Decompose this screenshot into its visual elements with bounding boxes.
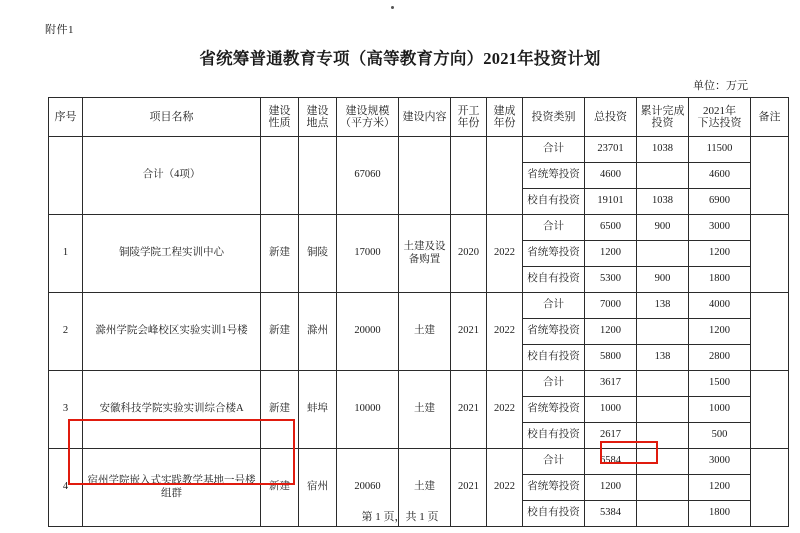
cell-category: 省统筹投资 bbox=[523, 475, 585, 501]
cell-remark bbox=[751, 293, 789, 371]
cell-total-investment: 5300 bbox=[585, 267, 637, 293]
table-row bbox=[49, 215, 789, 241]
cell-category: 校自有投资 bbox=[523, 501, 585, 527]
cell-location: 蚌埠 bbox=[299, 371, 337, 449]
cell-total-investment: 3617 bbox=[585, 371, 637, 397]
cell-total-investment: 1000 bbox=[585, 397, 637, 423]
cell-project-name: 合计（4项） bbox=[83, 137, 261, 215]
cell-2021-investment: 3000 bbox=[689, 449, 751, 475]
cell-scale: 17000 bbox=[337, 215, 399, 293]
cell-start-year bbox=[451, 137, 487, 215]
cell-project-name: 宿州学院嵌入式实践教学基地一号楼组群 bbox=[83, 449, 261, 527]
column-header-finish-year: 建成 年份 bbox=[487, 98, 523, 137]
column-header-location: 建设 地点 bbox=[299, 98, 337, 137]
cell-total-investment: 2617 bbox=[585, 423, 637, 449]
cell-2021-investment: 2800 bbox=[689, 345, 751, 371]
table-row bbox=[49, 371, 789, 397]
cell-category: 校自有投资 bbox=[523, 345, 585, 371]
cell-nature: 新建 bbox=[261, 449, 299, 527]
cell-2021-investment: 1500 bbox=[689, 371, 751, 397]
cell-accumulated-investment bbox=[637, 449, 689, 475]
cell-2021-investment: 1800 bbox=[689, 501, 751, 527]
cell-2021-investment: 1000 bbox=[689, 397, 751, 423]
cell-remark bbox=[751, 371, 789, 449]
cell-seq: 3 bbox=[49, 371, 83, 449]
cell-2021-investment: 4600 bbox=[689, 163, 751, 189]
cell-category: 校自有投资 bbox=[523, 267, 585, 293]
unit-note: 单位：万元 bbox=[693, 80, 748, 92]
cell-accumulated-investment: 1038 bbox=[637, 137, 689, 163]
cell-scale: 20000 bbox=[337, 293, 399, 371]
cell-accumulated-investment bbox=[637, 163, 689, 189]
cell-total-investment: 1200 bbox=[585, 475, 637, 501]
cell-content: 土建 bbox=[399, 293, 451, 371]
cell-start-year: 2020 bbox=[451, 215, 487, 293]
cell-accumulated-investment bbox=[637, 397, 689, 423]
cell-content: 土建 bbox=[399, 371, 451, 449]
scan-artifact-dot bbox=[391, 6, 394, 9]
cell-start-year: 2021 bbox=[451, 371, 487, 449]
table-row bbox=[49, 137, 789, 163]
cell-category: 省统筹投资 bbox=[523, 163, 585, 189]
cell-category: 省统筹投资 bbox=[523, 397, 585, 423]
cell-start-year: 2021 bbox=[451, 449, 487, 527]
cell-2021-investment: 3000 bbox=[689, 215, 751, 241]
cell-content bbox=[399, 137, 451, 215]
cell-seq: 1 bbox=[49, 215, 83, 293]
cell-2021-investment: 11500 bbox=[689, 137, 751, 163]
column-header-total-investment: 总投资 bbox=[585, 98, 637, 137]
cell-nature: 新建 bbox=[261, 215, 299, 293]
cell-category: 合计 bbox=[523, 371, 585, 397]
cell-accumulated-investment bbox=[637, 319, 689, 345]
cell-total-investment: 1200 bbox=[585, 241, 637, 267]
cell-category: 合计 bbox=[523, 215, 585, 241]
column-header-scale: 建设规模 （平方米） bbox=[337, 98, 399, 137]
page-footer: 第 1 页，共 1 页 bbox=[361, 511, 439, 523]
cell-accumulated-investment bbox=[637, 241, 689, 267]
cell-total-investment: 4600 bbox=[585, 163, 637, 189]
cell-2021-investment: 1800 bbox=[689, 267, 751, 293]
cell-2021-investment: 1200 bbox=[689, 319, 751, 345]
cell-2021-investment: 4000 bbox=[689, 293, 751, 319]
cell-finish-year: 2022 bbox=[487, 371, 523, 449]
cell-nature bbox=[261, 137, 299, 215]
cell-2021-investment: 1200 bbox=[689, 475, 751, 501]
cell-content: 土建 bbox=[399, 449, 451, 527]
cell-category: 校自有投资 bbox=[523, 189, 585, 215]
column-header-remark: 备注 bbox=[751, 98, 789, 137]
column-header-nature: 建设 性质 bbox=[261, 98, 299, 137]
cell-remark bbox=[751, 215, 789, 293]
cell-location: 宿州 bbox=[299, 449, 337, 527]
table-header-row bbox=[49, 98, 789, 137]
cell-2021-investment: 500 bbox=[689, 423, 751, 449]
cell-total-investment: 1200 bbox=[585, 319, 637, 345]
cell-total-investment: 7000 bbox=[585, 293, 637, 319]
cell-seq bbox=[49, 137, 83, 215]
column-header-seq: 序号 bbox=[49, 98, 83, 137]
cell-start-year: 2021 bbox=[451, 293, 487, 371]
cell-content: 土建及设备购置 bbox=[399, 215, 451, 293]
cell-accumulated-investment bbox=[637, 475, 689, 501]
cell-seq: 2 bbox=[49, 293, 83, 371]
cell-scale: 10000 bbox=[337, 371, 399, 449]
cell-location: 滁州 bbox=[299, 293, 337, 371]
column-header-2021-investment: 2021年 下达投资 bbox=[689, 98, 751, 137]
cell-nature: 新建 bbox=[261, 293, 299, 371]
cell-finish-year: 2022 bbox=[487, 449, 523, 527]
cell-remark bbox=[751, 137, 789, 215]
cell-category: 合计 bbox=[523, 137, 585, 163]
cell-total-investment: 19101 bbox=[585, 189, 637, 215]
cell-category: 合计 bbox=[523, 293, 585, 319]
cell-category: 省统筹投资 bbox=[523, 319, 585, 345]
cell-nature: 新建 bbox=[261, 371, 299, 449]
cell-accumulated-investment: 1038 bbox=[637, 189, 689, 215]
cell-scale: 20060 bbox=[337, 449, 399, 527]
cell-2021-investment: 6900 bbox=[689, 189, 751, 215]
table-row bbox=[49, 293, 789, 319]
cell-accumulated-investment: 900 bbox=[637, 215, 689, 241]
cell-total-investment: 6584 bbox=[585, 449, 637, 475]
column-header-project-name: 项目名称 bbox=[83, 98, 261, 137]
cell-seq: 4 bbox=[49, 449, 83, 527]
cell-total-investment: 5384 bbox=[585, 501, 637, 527]
cell-2021-investment: 1200 bbox=[689, 241, 751, 267]
cell-total-investment: 23701 bbox=[585, 137, 637, 163]
cell-accumulated-investment bbox=[637, 371, 689, 397]
column-header-investment-category: 投资类别 bbox=[523, 98, 585, 137]
cell-accumulated-investment bbox=[637, 423, 689, 449]
cell-accumulated-investment: 138 bbox=[637, 293, 689, 319]
cell-project-name: 安徽科技学院实验实训综合楼A bbox=[83, 371, 261, 449]
column-header-accumulated-investment: 累计完成 投资 bbox=[637, 98, 689, 137]
cell-scale: 67060 bbox=[337, 137, 399, 215]
page-title: 省统筹普通教育专项（高等教育方向）2021年投资计划 bbox=[199, 49, 601, 68]
cell-finish-year bbox=[487, 137, 523, 215]
cell-total-investment: 5800 bbox=[585, 345, 637, 371]
attachment-label: 附件1 bbox=[45, 24, 74, 36]
cell-accumulated-investment: 900 bbox=[637, 267, 689, 293]
column-header-content: 建设内容 bbox=[399, 98, 451, 137]
cell-finish-year: 2022 bbox=[487, 215, 523, 293]
cell-location: 铜陵 bbox=[299, 215, 337, 293]
column-header-start-year: 开工 年份 bbox=[451, 98, 487, 137]
cell-location bbox=[299, 137, 337, 215]
table-row bbox=[49, 449, 789, 475]
cell-category: 校自有投资 bbox=[523, 423, 585, 449]
cell-finish-year: 2022 bbox=[487, 293, 523, 371]
investment-plan-table bbox=[48, 97, 789, 527]
cell-project-name: 铜陵学院工程实训中心 bbox=[83, 215, 261, 293]
cell-project-name: 滁州学院会峰校区实验实训1号楼 bbox=[83, 293, 261, 371]
cell-total-investment: 6500 bbox=[585, 215, 637, 241]
cell-accumulated-investment: 138 bbox=[637, 345, 689, 371]
cell-category: 省统筹投资 bbox=[523, 241, 585, 267]
cell-category: 合计 bbox=[523, 449, 585, 475]
